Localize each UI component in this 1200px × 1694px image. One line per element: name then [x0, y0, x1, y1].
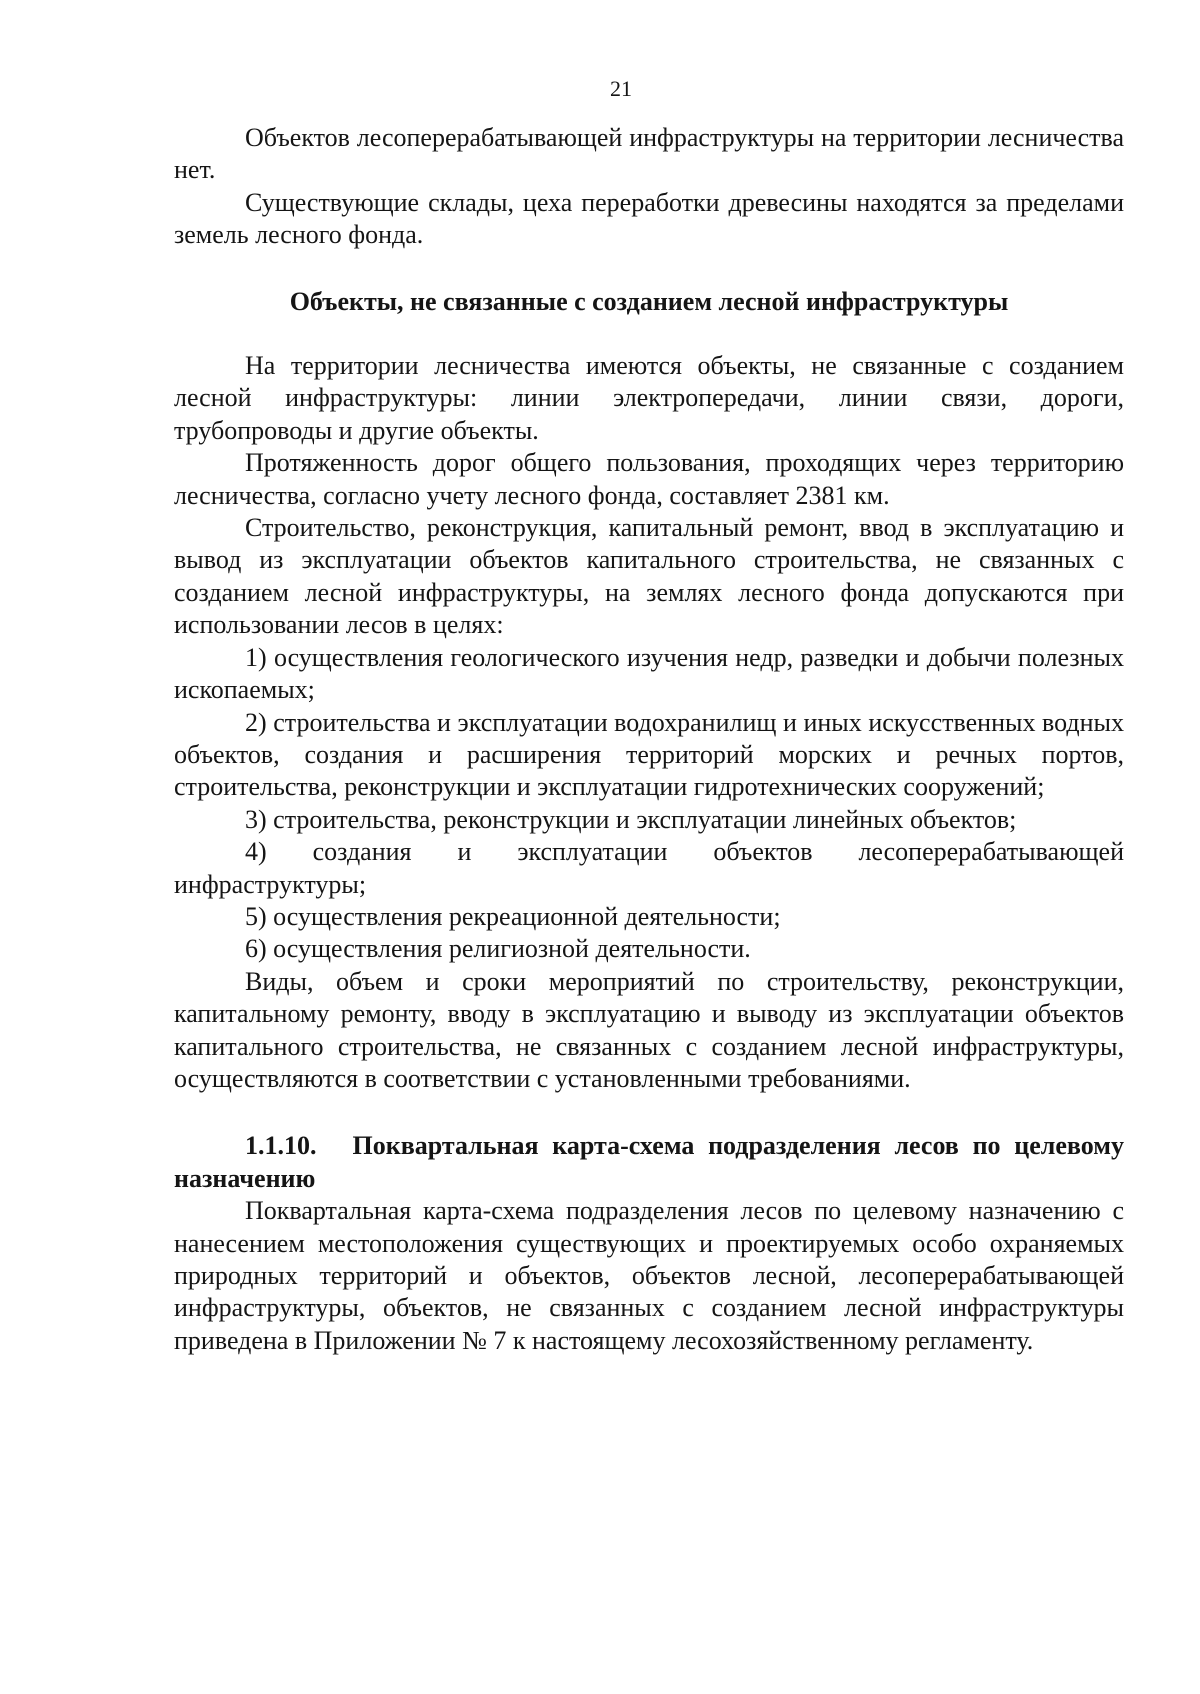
paragraph-no-processing-objects: Объектов лесоперерабатывающей инфраструктуры на территории лесничества нет.	[174, 123, 1124, 185]
paragraph-objects-list: На территории лесничества имеются объекты, не связанные с созданием лесной инфраструктуры: линии электропередачи, линии связи, дороги, трубопроводы и другие объекты.	[174, 351, 1124, 445]
heading-non-forest-objects: Объекты, не связанные с созданием лесной инфраструктуры	[289, 286, 1009, 316]
list-item-linear-objects: 3) строительства, реконструкции и эксплуатации линейных объектов;	[245, 804, 1017, 834]
list-item-geology: 1) осуществления геологического изучения недр, разведки и добычи полезных ископаемых;	[174, 642, 1124, 705]
paragraph-existing-warehouses: Существующие склады, цеха переработки древесины находятся за пределами земель лесного фонда.	[174, 187, 1124, 250]
list-item-religious: 6) осуществления религиозной деятельности.	[245, 934, 751, 964]
list-item-processing-infrastructure: 4) создания и эксплуатации объектов лесоперерабатывающей инфраструктуры;	[174, 837, 1124, 899]
page-number: 21	[610, 76, 632, 101]
paragraph-construction-purposes: Строительство, реконструкция, капитальный ремонт, ввод в эксплуатацию и вывод из эксплуатации объектов капитального строительства, не связанных с созданием лесной инфраструктуры, на землях лесного фонда допускаются при использовании лесов в целях:	[174, 513, 1124, 640]
section-title: Поквартальная карта-схема подразделения лесов по целевому назначению	[174, 1131, 1124, 1193]
page-content	[174, 122, 1124, 1357]
paragraph-road-length: Протяженность дорог общего пользования, проходящих через территорию лесничества, согласно учету лесного фонда, составляет 2381 км.	[174, 448, 1124, 510]
section-heading-1-1-10	[174, 1130, 1124, 1195]
paragraph-requirements: Виды, объем и сроки мероприятий по строительству, реконструкции, капитальному ремонту, вводу в эксплуатацию и выводу из эксплуатации объектов капитального строительства, не связанных с созданием лесной инфраструктуры, осуществляются в соответствии с установленными требованиями.	[174, 966, 1124, 1093]
paragraph-map-scheme: Поквартальная карта-схема подразделения лесов по целевому назначению с нанесением местоположения существующих и проектируемых особо охраняемых природных территорий и объектов, объектов лесной, лесоперерабатывающей инфраструктуры, объектов, не связанных с созданием лесной инфраструктуры приведена в Приложении № 7 к настоящему лесохозяйственному регламенту.	[174, 1196, 1124, 1355]
list-item-reservoirs: 2) строительства и эксплуатации водохранилищ и иных искусственных водных объектов, создания и расширения территорий морских и речных портов, строительства, реконструкции и эксплуатации гидротехнических сооружений;	[174, 707, 1124, 802]
section-number: 1.1.10.	[245, 1131, 317, 1161]
list-item-recreation: 5) осуществления рекреационной деятельности;	[245, 901, 781, 931]
